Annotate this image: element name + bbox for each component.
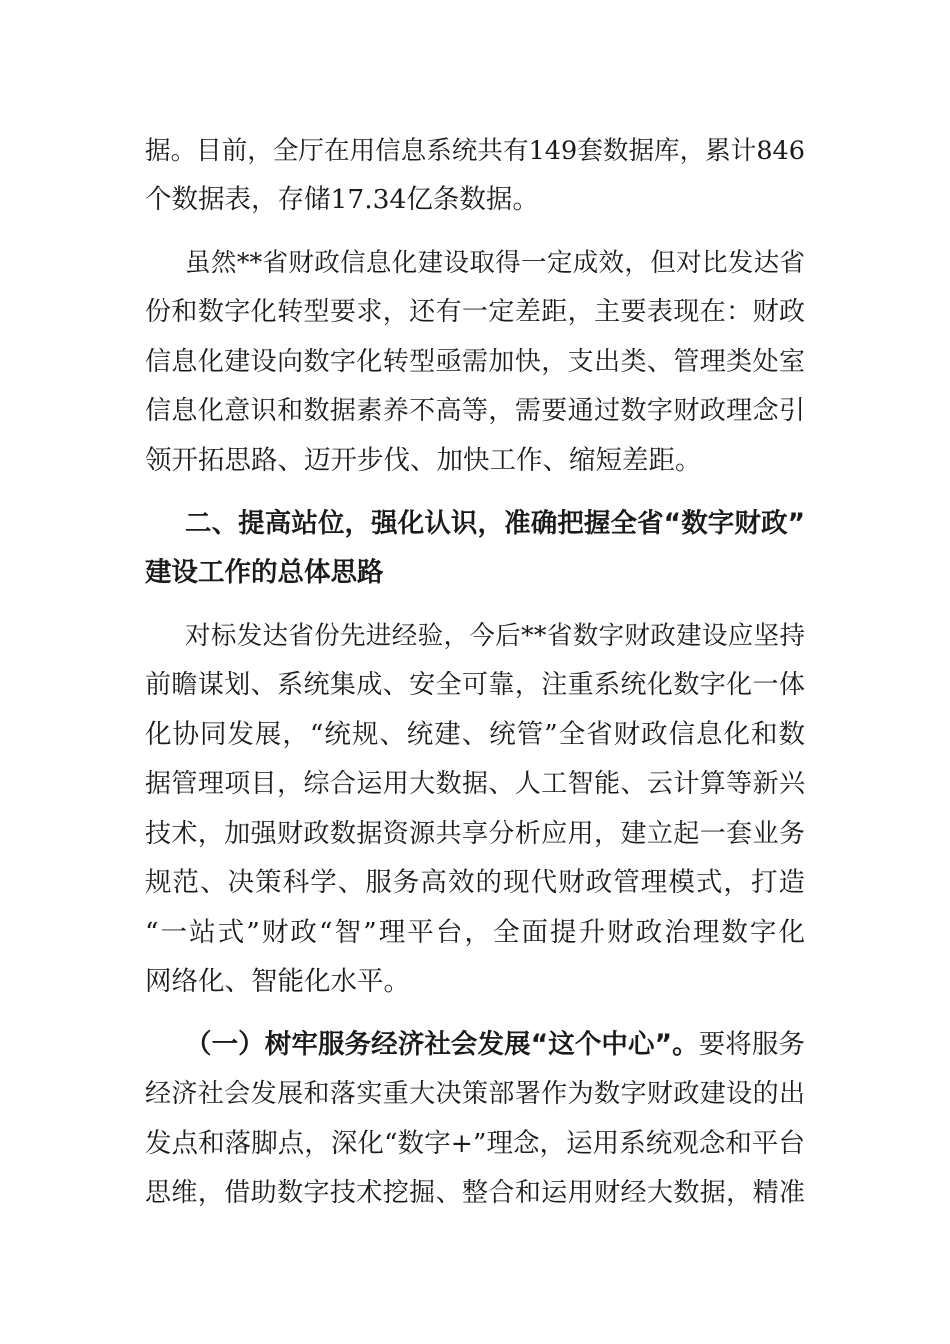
section-heading: 建设工作的总体思路: [145, 557, 384, 588]
paragraph-line: 化协同发展，“统规、统建、统管”全省财政信息化和数: [145, 719, 805, 750]
paragraph-line: 据管理项目，综合运用大数据、人工智能、云计算等新兴: [145, 769, 805, 799]
paragraph-line: 规范、决策科学、服务高效的现代财政管理模式，打造: [145, 867, 805, 898]
paragraph-line: 个数据表，存储17.34亿条数据。: [145, 184, 539, 215]
paragraph-line: 信息化建设向数字化转型亟需加快，支出类、管理类处室: [145, 347, 805, 377]
paragraph-line: 据。目前，全厅在用信息系统共有149套数据库，累计846: [145, 136, 805, 166]
subsection-lead-line: [185, 1025, 805, 1065]
paragraph-line: 对标发达省份先进经验，今后**省数字财政建设应坚持: [185, 621, 805, 651]
paragraph-line: 虽然**省财政信息化建设取得一定成效，但对比发达省: [185, 248, 805, 278]
paragraph-line: 领开拓思路、迈开步伐、加快工作、缩短差距。: [145, 445, 702, 476]
paragraph-line: “一站式”财政“智”理平台，全面提升财政治理数字化: [145, 917, 805, 948]
paragraph-line: 份和数字化转型要求，还有一定差距，主要表现在：财政: [145, 297, 805, 327]
paragraph-line: 技术，加强财政数据资源共享分析应用，建立起一套业务: [145, 819, 805, 849]
paragraph-line: 信息化意识和数据素养不高等，需要通过数字财政理念引: [145, 396, 805, 426]
paragraph-line: 发点和落脚点，深化“数字+”理念，运用系统观念和平台: [145, 1128, 805, 1159]
subsection-heading: （一）树牢服务经济社会发展“这个中心”。: [185, 1029, 699, 1060]
section-heading: 二、提高站位，强化认识，准确把握全省“数字财政”: [185, 508, 805, 539]
subsection-lead-text: 要将服务: [698, 1029, 805, 1060]
paragraph-line: 网络化、智能化水平。: [145, 966, 410, 997]
paragraph-line: 思维，借助数字技术挖掘、整合和运用财经大数据，精准: [145, 1178, 805, 1208]
paragraph-line: 经济社会发展和落实重大决策部署作为数字财政建设的出: [145, 1079, 805, 1109]
paragraph-line: 前瞻谋划、系统集成、安全可靠，注重系统化数字化一体: [145, 670, 805, 700]
